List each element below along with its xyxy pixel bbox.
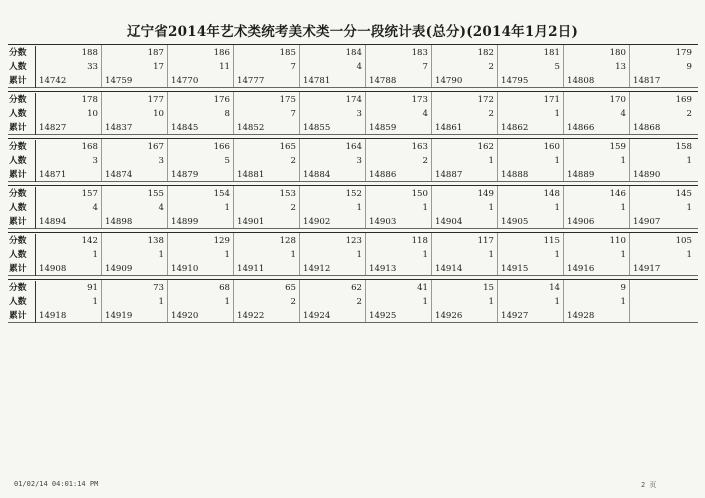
cumulative-row-cell: 14879: [171, 170, 199, 180]
score-row-cell: 184: [345, 48, 362, 58]
cumulative-row-label: 累计: [8, 74, 36, 88]
score-row-cell: 182: [477, 48, 494, 58]
cumulative-row-cell: 14913: [369, 264, 397, 274]
score-row-cell: 68: [219, 283, 230, 293]
score-row-cell: 165: [279, 142, 296, 152]
cumulative-row-cell: 14922: [237, 311, 265, 321]
count-row-cell: 2: [290, 297, 296, 307]
cumulative-row-cell: 14837: [105, 123, 133, 133]
score-row-cell: 150: [411, 189, 428, 199]
count-row-cell: 1: [488, 156, 494, 166]
score-row-cell: 145: [675, 189, 692, 199]
count-row-label: 人数: [8, 154, 36, 168]
score-block: [8, 44, 698, 91]
score-block: [8, 91, 698, 138]
score-row-cell: 41: [417, 283, 428, 293]
count-row-cell: 10: [87, 109, 98, 119]
cumulative-row-cell: 14902: [303, 217, 331, 227]
cumulative-row: [8, 168, 698, 182]
count-row-cell: 8: [224, 109, 230, 119]
cumulative-row-cell: 14866: [567, 123, 595, 133]
count-row-cell: 33: [87, 62, 98, 72]
score-row: [8, 46, 698, 60]
count-row-cell: 3: [92, 156, 98, 166]
count-row-cell: 2: [290, 203, 296, 213]
score-row-cell: 153: [279, 189, 296, 199]
count-row-cell: 2: [290, 156, 296, 166]
score-row-label: 分数: [8, 46, 36, 60]
score-row-cell: 176: [213, 95, 230, 105]
count-row-cell: 1: [554, 297, 560, 307]
cumulative-row-cell: 14852: [237, 123, 265, 133]
cumulative-row-cell: 14920: [171, 311, 199, 321]
score-row-cell: 166: [213, 142, 230, 152]
score-row-cell: 160: [543, 142, 560, 152]
count-row-cell: 2: [686, 109, 692, 119]
count-row-cell: 1: [422, 297, 428, 307]
cumulative-row-cell: 14827: [39, 123, 67, 133]
score-block: [8, 185, 698, 232]
cumulative-row-cell: 14917: [633, 264, 661, 274]
score-row-cell: 15: [483, 283, 494, 293]
cumulative-row-cell: 14788: [369, 76, 397, 86]
count-row-label: 人数: [8, 201, 36, 215]
count-row-cell: 5: [224, 156, 230, 166]
score-table: [8, 44, 698, 326]
score-row-cell: 65: [285, 283, 296, 293]
score-row-cell: 170: [609, 95, 626, 105]
cumulative-row-cell: 14890: [633, 170, 661, 180]
cumulative-row-cell: 14884: [303, 170, 331, 180]
score-row-cell: 172: [477, 95, 494, 105]
cumulative-row-cell: 14906: [567, 217, 595, 227]
score-row-cell: 14: [549, 283, 560, 293]
score-row-cell: 118: [411, 236, 428, 246]
score-row-cell: 173: [411, 95, 428, 105]
count-row-cell: 1: [620, 203, 626, 213]
count-row-cell: 11: [219, 62, 230, 72]
score-row-cell: 73: [153, 283, 164, 293]
cumulative-row-label: 累计: [8, 168, 36, 182]
cumulative-row-label: 累计: [8, 262, 36, 276]
score-row-cell: 91: [87, 283, 98, 293]
count-row-cell: 1: [488, 250, 494, 260]
score-row-cell: 148: [543, 189, 560, 199]
count-row-label: 人数: [8, 107, 36, 121]
count-row: [8, 154, 698, 168]
cumulative-row-cell: 14908: [39, 264, 67, 274]
cumulative-row-cell: 14894: [39, 217, 67, 227]
count-row-cell: 1: [224, 203, 230, 213]
cumulative-row-cell: 14912: [303, 264, 331, 274]
score-row-cell: 158: [675, 142, 692, 152]
score-row: [8, 93, 698, 107]
count-row: [8, 248, 698, 262]
count-row: [8, 201, 698, 215]
score-row-label: 分数: [8, 234, 36, 248]
cumulative-row-cell: 14855: [303, 123, 331, 133]
cumulative-row-label: 累计: [8, 309, 36, 323]
cumulative-row-cell: 14808: [567, 76, 595, 86]
cumulative-row-cell: 14795: [501, 76, 529, 86]
count-row-cell: 4: [92, 203, 98, 213]
score-row-cell: 138: [147, 236, 164, 246]
score-row-cell: 123: [345, 236, 362, 246]
count-row-cell: 17: [153, 62, 164, 72]
cumulative-row-cell: 14781: [303, 76, 331, 86]
score-row-cell: 188: [81, 48, 98, 58]
cumulative-row-cell: 14759: [105, 76, 133, 86]
page-title: 辽宁省2014年艺术类统考美术类一分一段统计表(总分)(2014年1月2日): [126, 24, 579, 40]
score-row-cell: 105: [675, 236, 692, 246]
score-row-cell: 157: [81, 189, 98, 199]
count-row-label: 人数: [8, 295, 36, 309]
score-block: [8, 232, 698, 279]
score-row-label: 分数: [8, 187, 36, 201]
cumulative-row-cell: [630, 309, 694, 323]
count-row-cell: 1: [554, 203, 560, 213]
score-row-cell: 168: [81, 142, 98, 152]
cumulative-row-cell: 14887: [435, 170, 463, 180]
count-row-cell: 4: [158, 203, 164, 213]
count-row: [8, 60, 698, 74]
score-row-cell: 174: [345, 95, 362, 105]
score-block: [8, 279, 698, 326]
score-row-cell: 167: [147, 142, 164, 152]
score-row-cell: 128: [279, 236, 296, 246]
score-row-label: 分数: [8, 281, 36, 295]
count-row-cell: 1: [488, 297, 494, 307]
score-row-label: 分数: [8, 140, 36, 154]
cumulative-row-cell: 14919: [105, 311, 133, 321]
count-row-cell: 1: [620, 156, 626, 166]
cumulative-row-cell: 14862: [501, 123, 529, 133]
score-row-cell: 149: [477, 189, 494, 199]
count-row-cell: 1: [158, 250, 164, 260]
count-row-cell: 3: [356, 156, 362, 166]
cumulative-row-cell: 14904: [435, 217, 463, 227]
cumulative-row-cell: 14770: [171, 76, 199, 86]
count-row: [8, 295, 698, 309]
cumulative-row-label: 累计: [8, 121, 36, 135]
score-row: [8, 281, 698, 295]
score-row-cell: 171: [543, 95, 560, 105]
cumulative-row-cell: 14916: [567, 264, 595, 274]
cumulative-row-cell: 14742: [39, 76, 67, 86]
score-row: [8, 187, 698, 201]
count-row-cell: 4: [422, 109, 428, 119]
count-row-cell: 3: [158, 156, 164, 166]
cumulative-row-cell: 14918: [39, 311, 67, 321]
cumulative-row-cell: 14790: [435, 76, 463, 86]
count-row-cell: 1: [356, 203, 362, 213]
score-row-cell: 152: [345, 189, 362, 199]
score-row-cell: 164: [345, 142, 362, 152]
count-row-cell: 1: [422, 203, 428, 213]
cumulative-row: [8, 74, 698, 88]
cumulative-row: [8, 262, 698, 276]
score-row-cell: 175: [279, 95, 296, 105]
count-row-cell: 1: [356, 250, 362, 260]
count-row-cell: 1: [488, 203, 494, 213]
cumulative-row-label: 累计: [8, 215, 36, 229]
count-row-cell: 2: [422, 156, 428, 166]
cumulative-row: [8, 309, 698, 323]
score-row-cell: 62: [351, 283, 362, 293]
count-row-label: 人数: [8, 60, 36, 74]
count-row-cell: 1: [620, 250, 626, 260]
cumulative-row-cell: 14777: [237, 76, 265, 86]
cumulative-row-cell: 14871: [39, 170, 67, 180]
score-row-cell: 110: [609, 236, 626, 246]
count-row-cell: 1: [290, 250, 296, 260]
score-row-cell: 155: [147, 189, 164, 199]
count-row-cell: 5: [554, 62, 560, 72]
count-row-cell: 9: [686, 62, 692, 72]
cumulative-row-cell: 14905: [501, 217, 529, 227]
count-row-cell: 1: [686, 203, 692, 213]
score-block: [8, 138, 698, 185]
page-number: 2 页: [641, 481, 657, 489]
count-row-cell: 4: [356, 62, 362, 72]
score-row-cell: 115: [543, 236, 560, 246]
cumulative-row-cell: 14861: [435, 123, 463, 133]
cumulative-row-cell: 14928: [567, 311, 595, 321]
score-row-cell: 185: [279, 48, 296, 58]
cumulative-row-cell: 14868: [633, 123, 661, 133]
score-row-cell: 163: [411, 142, 428, 152]
cumulative-row: [8, 215, 698, 229]
cumulative-row-cell: 14889: [567, 170, 595, 180]
cumulative-row-cell: 14901: [237, 217, 265, 227]
cumulative-row-cell: 14898: [105, 217, 133, 227]
score-row-cell: 159: [609, 142, 626, 152]
count-row-cell: 10: [153, 109, 164, 119]
count-row: [8, 107, 698, 121]
cumulative-row-cell: 14907: [633, 217, 661, 227]
count-row-cell: 1: [686, 156, 692, 166]
score-row-cell: 129: [213, 236, 230, 246]
score-row-cell: 180: [609, 48, 626, 58]
score-row-cell: 154: [213, 189, 230, 199]
score-row: [8, 140, 698, 154]
count-row-label: 人数: [8, 248, 36, 262]
count-row-cell: 7: [422, 62, 428, 72]
count-row-cell: 1: [224, 297, 230, 307]
cumulative-row-cell: 14926: [435, 311, 463, 321]
count-row-cell: 4: [620, 109, 626, 119]
count-row-cell: 1: [92, 297, 98, 307]
count-row-cell: [630, 295, 694, 309]
cumulative-row-cell: 14859: [369, 123, 397, 133]
count-row-cell: 1: [224, 250, 230, 260]
cumulative-row-cell: 14927: [501, 311, 529, 321]
cumulative-row-cell: 14886: [369, 170, 397, 180]
score-row-cell: 179: [675, 48, 692, 58]
count-row-cell: 7: [290, 62, 296, 72]
cumulative-row-cell: 14845: [171, 123, 199, 133]
count-row-cell: 13: [615, 62, 626, 72]
score-row: [8, 234, 698, 248]
count-row-cell: 1: [554, 109, 560, 119]
cumulative-row-cell: 14874: [105, 170, 133, 180]
count-row-cell: 1: [92, 250, 98, 260]
score-row-cell: 9: [620, 283, 626, 293]
score-row-cell: 186: [213, 48, 230, 58]
score-row-cell: 117: [477, 236, 494, 246]
cumulative-row-cell: 14903: [369, 217, 397, 227]
count-row-cell: 3: [356, 109, 362, 119]
score-row-label: 分数: [8, 93, 36, 107]
cumulative-row-cell: 14888: [501, 170, 529, 180]
count-row-cell: 2: [356, 297, 362, 307]
cumulative-row: [8, 121, 698, 135]
cumulative-row-cell: 14909: [105, 264, 133, 274]
score-row-cell: 169: [675, 95, 692, 105]
cumulative-row-cell: 14925: [369, 311, 397, 321]
count-row-cell: 1: [686, 250, 692, 260]
score-row-cell: 162: [477, 142, 494, 152]
cumulative-row-cell: 14914: [435, 264, 463, 274]
cumulative-row-cell: 14817: [633, 76, 661, 86]
cumulative-row-cell: 14899: [171, 217, 199, 227]
cumulative-row-cell: 14881: [237, 170, 265, 180]
count-row-cell: 1: [158, 297, 164, 307]
cumulative-row-cell: 14911: [237, 264, 265, 274]
count-row-cell: 1: [554, 156, 560, 166]
print-timestamp: 01/02/14 04:01:14 PM: [14, 480, 99, 488]
count-row-cell: 1: [554, 250, 560, 260]
score-row-cell: 187: [147, 48, 164, 58]
count-row-cell: 2: [488, 62, 494, 72]
count-row-cell: 1: [620, 297, 626, 307]
score-row-cell: 177: [147, 95, 164, 105]
count-row-cell: 7: [290, 109, 296, 119]
score-row-cell: 142: [81, 236, 98, 246]
score-row-cell: 178: [81, 95, 98, 105]
count-row-cell: 1: [422, 250, 428, 260]
score-row-cell: 146: [609, 189, 626, 199]
score-row-cell: [630, 281, 694, 295]
score-row-cell: 183: [411, 48, 428, 58]
count-row-cell: 2: [488, 109, 494, 119]
score-row-cell: 181: [543, 48, 560, 58]
cumulative-row-cell: 14924: [303, 311, 331, 321]
cumulative-row-cell: 14910: [171, 264, 199, 274]
cumulative-row-cell: 14915: [501, 264, 529, 274]
